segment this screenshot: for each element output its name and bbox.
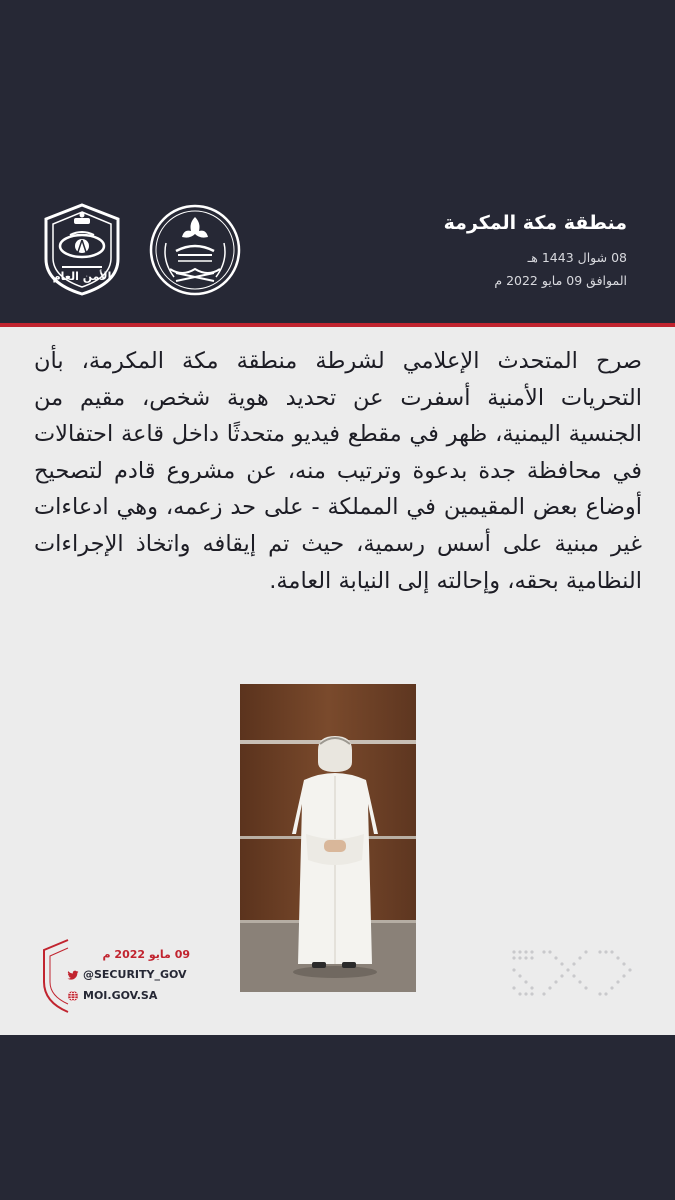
globe-icon [67, 990, 79, 1002]
public-security-logo [40, 201, 124, 297]
statement-text: صرح المتحدث الإعلامي لشرطة منطقة مكة المكرمة، بأن التحريات الأمنية أسفرت عن تحديد هوية شخص، مقيم من الجنسية اليمنية، ظهر في مقطع فيديو متحدثًا داخل قاعة احتفالات في محافظة جدة بدعوة وترتيب منه، عن مشروع قادم لتصحيح أوضاع بعض المقيمين في المملكة - على حد زعمه، وهي ادعاءات غير مبنية على أسس رسمية، حيث تم إيقافه واتخاذ الإجراءات النظامية بحقه، وإحالته إلى النيابة العامة. [34, 348, 642, 594]
footer-twitter[interactable] [67, 968, 187, 981]
decorative-dot-pattern [510, 946, 636, 1000]
suspect-photo [240, 684, 416, 992]
footer-date: 09 مايو 2022 م [102, 948, 190, 961]
security-logo-text: الأمن العام [52, 270, 112, 283]
bottom-band [0, 1035, 675, 1200]
footer-website[interactable] [67, 989, 157, 1002]
ministry-emblem-logo [148, 203, 242, 297]
twitter-handle: @SECURITY_GOV [83, 968, 187, 981]
website-url: MOI.GOV.SA [83, 989, 158, 1002]
twitter-icon [67, 969, 79, 981]
date-gregorian: الموافق 09 مايو 2022 م [494, 273, 627, 288]
region-title: منطقة مكة المكرمة [443, 212, 627, 234]
date-hijri: 08 شوال 1443 هـ [527, 250, 627, 265]
header [0, 0, 675, 323]
